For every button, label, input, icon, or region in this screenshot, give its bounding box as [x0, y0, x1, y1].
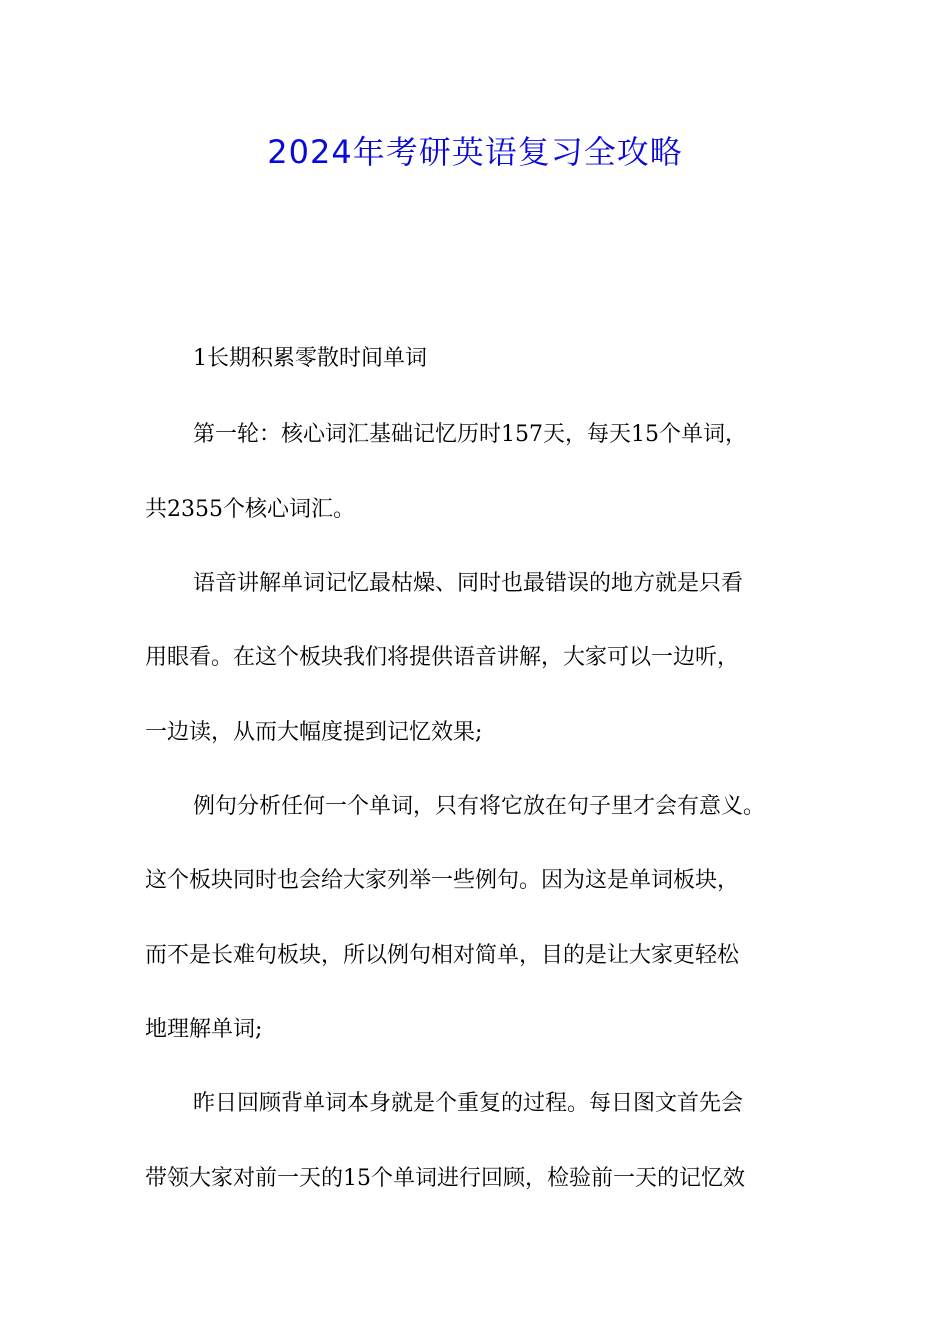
paragraph-line: 而不是长难句板块，所以例句相对简单，目的是让大家更轻松 [145, 943, 740, 968]
paragraph-line: 语音讲解单词记忆最枯燥、同时也最错误的地方就是只看 [193, 571, 744, 596]
document-title: 2024年考研英语复习全攻略 [267, 133, 683, 171]
paragraph-line: 昨日回顾背单词本身就是个重复的过程。每日图文首先会 [193, 1091, 744, 1116]
paragraph-line: 第一轮：核心词汇基础记忆历时157天，每天15个单词， [193, 422, 747, 447]
paragraph-line: 共2355个核心词汇。 [145, 497, 355, 522]
paragraph-line: 用眼看。在这个板块我们将提供语音讲解，大家可以一边听， [145, 645, 740, 670]
paragraph-line: 一边读，从而大幅度提到记忆效果; [145, 720, 483, 745]
section-heading: 1长期积累零散时间单词 [193, 346, 427, 371]
paragraph-line: 这个板块同时也会给大家列举一些例句。因为这是单词板块， [145, 868, 740, 893]
paragraph-line: 地理解单词; [145, 1017, 263, 1042]
paragraph-line: 带领大家对前一天的15个单词进行回顾，检验前一天的记忆效 [145, 1166, 745, 1191]
paragraph-line: 例句分析任何一个单词，只有将它放在句子里才会有意义。 [193, 794, 766, 819]
